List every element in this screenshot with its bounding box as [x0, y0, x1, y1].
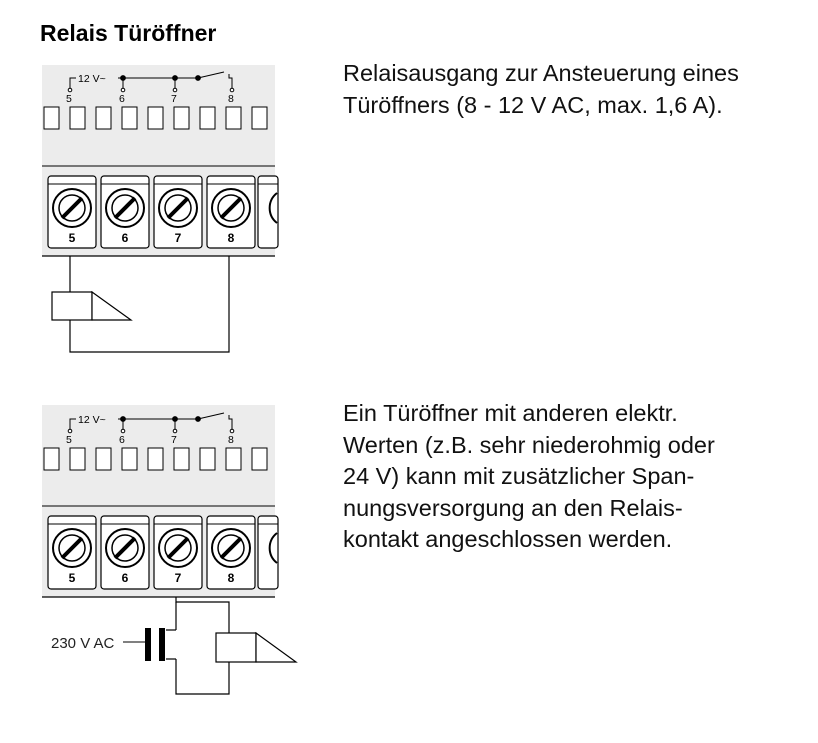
terminal-comb [44, 107, 267, 129]
transformer-icon [145, 628, 165, 661]
description-relay-output [343, 58, 813, 121]
screw-icon [53, 529, 277, 567]
terminal-block [42, 405, 278, 597]
description-external-supply [343, 398, 813, 556]
text-line: 24 V) kann mit zusätzlicher Span- [343, 463, 695, 489]
text-line: Werten (z.B. sehr niederohmig oder [343, 431, 715, 458]
terminal-number: 8 [227, 231, 235, 245]
text-line: Relaisausgang zur Ansteuerung eines [343, 60, 739, 86]
text-line: kontakt angeschlossen werden. [343, 526, 673, 552]
text-line: Ein Türöffner mit anderen elektr. [343, 400, 678, 426]
supply-voltage-label: 230 V AC [51, 635, 115, 652]
door-opener-icon [216, 633, 296, 662]
schematic-number: 7 [171, 434, 177, 446]
voltage-label: 12 V~ [78, 73, 106, 85]
wiring-diagram-external-supply [0, 400, 330, 743]
terminal-number: 6 [121, 571, 129, 585]
terminal-number: 5 [68, 571, 76, 585]
schematic-number: 6 [119, 434, 125, 446]
terminal-number: 5 [68, 231, 76, 245]
terminal-block [42, 65, 278, 256]
text-line: Türöffners (8 - 12 V AC, max. 1,6 A). [343, 91, 723, 118]
schematic-number: 8 [228, 434, 234, 446]
text-line: nungsversorgung an den Relais- [343, 494, 683, 521]
terminal-number: 8 [227, 571, 235, 585]
terminal-number: 6 [121, 231, 129, 245]
terminal-number: 7 [174, 231, 182, 245]
terminal-number: 7 [174, 571, 182, 585]
schematic-number: 5 [66, 434, 72, 446]
wiring-diagram-direct [0, 60, 330, 360]
schematic-number: 7 [171, 93, 177, 105]
schematic-number: 6 [119, 93, 125, 105]
page-title: Relais Türöffner [40, 20, 217, 46]
voltage-label: 12 V~ [78, 414, 106, 426]
screw-icon [53, 189, 277, 227]
terminal-comb [44, 448, 267, 470]
schematic-number: 5 [66, 93, 72, 105]
schematic-number: 8 [228, 93, 234, 105]
door-opener-icon [52, 292, 131, 320]
